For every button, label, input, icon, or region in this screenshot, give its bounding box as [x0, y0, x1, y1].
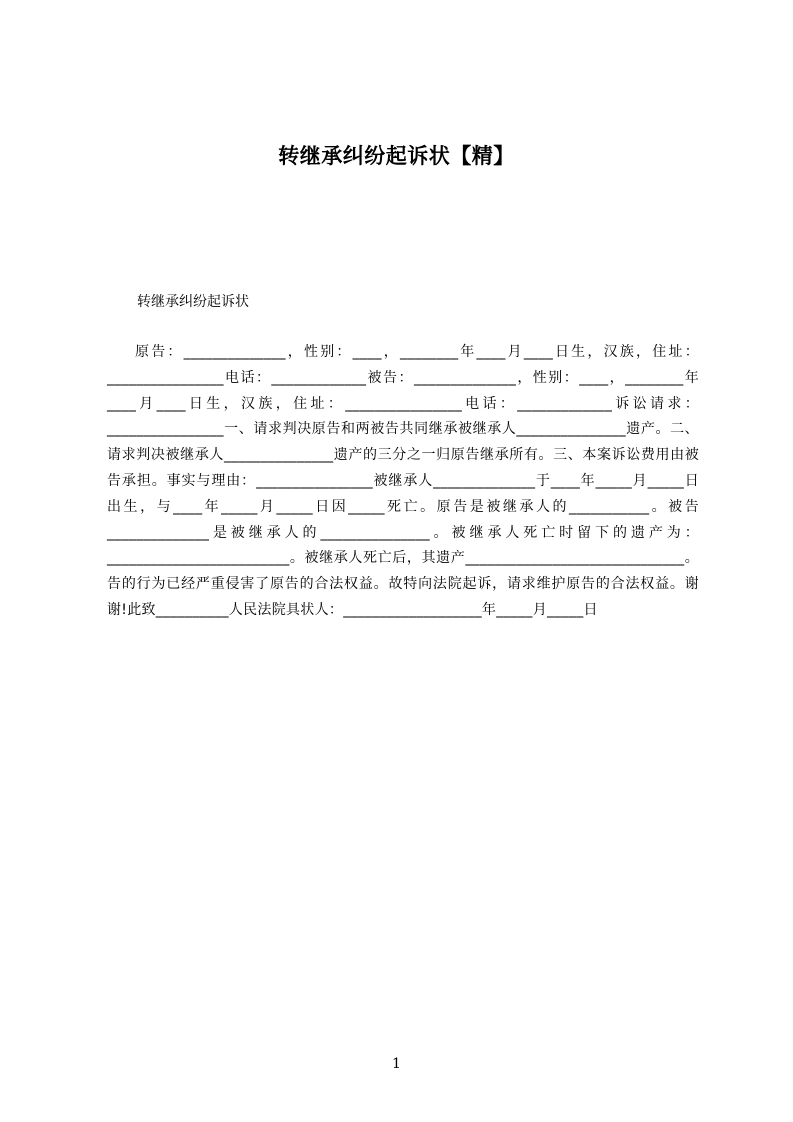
- page-number: 1: [392, 1056, 401, 1072]
- document-body: [107, 340, 699, 624]
- body-paragraph: 原告：______________，性别：____，________年____月____日生，汉族，住址：________________电话：_____________被告：______________，性别：____，________年____月____日生，汉族，住址：________________电话：_____________诉讼请求：________________一、请求判决原告和两被告共同继承被继承人_______________遗产。二、请求判决被继承人_______________遗产的三分之一归原告继承所有。三、本案诉讼费用由被告承担。事实与理由：________________被继承人______________于____年_____月_____日出生，与____年_____月_____日因_____死亡。原告是被继承人的___________。被告______________是被继承人的_______________。被继承人死亡时留下的遗产为：_________________________。被继承人死亡后，其遗产______________________________。告的行为已经严重侵害了原告的合法权益。故特向法院起诉，请求维护原告的合法权益。谢谢!此致__________人民法院具状人：___________________年_____月_____日: [107, 344, 699, 618]
- document-subtitle: 转继承纠纷起诉状: [137, 294, 249, 310]
- document-title: 转继承纠纷起诉状【精】: [278, 144, 515, 168]
